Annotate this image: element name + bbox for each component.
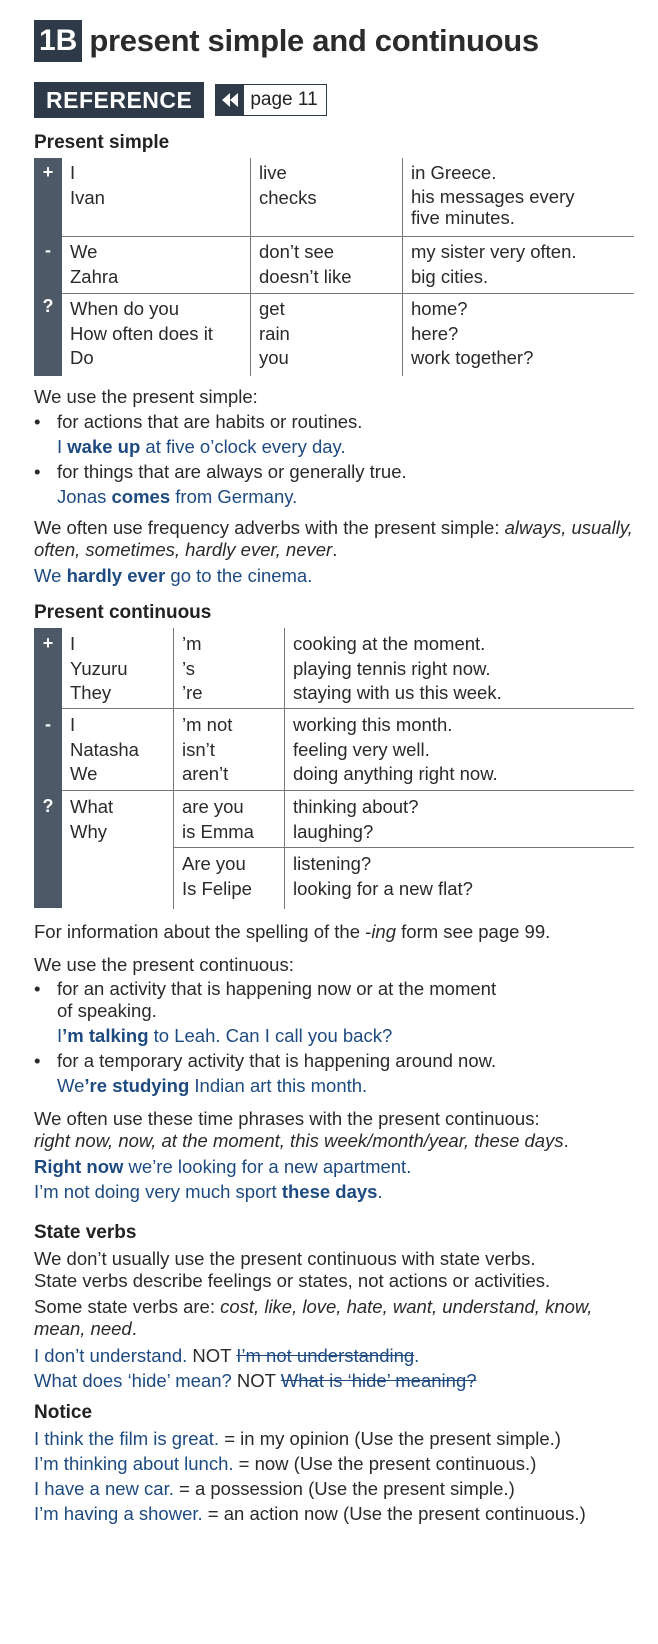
example: Right now we’re looking for a new apartment. xyxy=(34,1156,412,1177)
unit-title: present simple and continuous xyxy=(89,23,539,58)
unit-badge: 1B xyxy=(34,20,82,62)
page-link-label: page 11 xyxy=(250,89,318,110)
rewind-icon xyxy=(216,85,244,115)
question-block: What Why are you is Emma thinking about? laughing? Are you Is Felipe listening? looking for a new flat? xyxy=(62,791,634,909)
table-row: I Ivan live checks in Greece. his messages every five minutes. xyxy=(62,158,634,237)
list-item: • for actions that are habits or routines. xyxy=(34,410,634,434)
present-continuous-notes: For information about the spelling of the -ing form see page 99. We use the present continuous: • for an activity that is happening now or at the moment of speaking. I’m talking to Leah. Can I call you back? • for a temporary activity that is happening around now. We’re studying Indian art this month. We often use these time phrases with the present continuous: right now, now, at the moment, this week/month/year, these days. Right now we’re looking for a new apartment. I’m not doing very much sport these days. xyxy=(34,920,634,1204)
present-simple-table xyxy=(34,158,634,376)
reference-row xyxy=(34,82,634,118)
table-row: Are you Is Felipe listening? looking for a new flat? xyxy=(174,848,634,909)
sign-question: ? xyxy=(42,796,54,816)
example: What does ‘hide’ mean? NOT What is ‘hide’ meaning? xyxy=(34,1370,477,1391)
notice-item: I think the film is great. = in my opinion (Use the present simple.) xyxy=(34,1428,561,1449)
unit-header xyxy=(34,18,634,64)
table-sign-column xyxy=(34,158,62,376)
example: I’m not doing very much sport these days. xyxy=(34,1181,383,1202)
example: I don’t understand. NOT I’m not understanding. xyxy=(34,1345,420,1366)
present-simple-heading: Present simple xyxy=(34,132,170,153)
example: I wake up at five o’clock every day. xyxy=(57,436,346,457)
table-sign-column xyxy=(34,628,62,908)
list-item: • for a temporary activity that is happening around now. xyxy=(34,1049,634,1073)
sign-question: ? xyxy=(42,296,54,316)
list-item: • for things that are always or generally true. xyxy=(34,460,634,484)
present-simple-uses: We use the present simple: • for actions that are habits or routines. I wake up at five o’clock every day. • for things that are always or generally true. Jonas comes from Germany. We often use frequency adverbs with the present simple: always, usually, often, sometimes, hardly ever, never. We hardly ever go to the cinema. xyxy=(34,385,634,588)
sign-plus: + xyxy=(42,162,54,182)
list-item: • for an activity that is happening now or at the moment of speaking. xyxy=(34,978,634,1022)
state-verbs-section: We don’t usually use the present continuous with state verbs. State verbs describe feelings or states, not actions or activities. Some state verbs are: cost, like, love, hate, want, understand, know, mean, need. I don’t understand. NOT I’m not understanding. What does ‘hide’ mean? NOT What is ‘hide’ meaning? xyxy=(34,1248,634,1393)
example: I’m talking to Leah. Can I call you back? xyxy=(57,1025,393,1046)
page-link[interactable] xyxy=(215,84,326,116)
example: We hardly ever go to the cinema. xyxy=(34,565,313,586)
reference-badge: REFERENCE xyxy=(34,82,204,118)
notice-item: I have a new car. = a possession (Use the present simple.) xyxy=(34,1478,515,1499)
spelling-note: For information about the spelling of the -ing form see page 99. xyxy=(34,921,551,942)
example: We’re studying Indian art this month. xyxy=(57,1075,368,1096)
table-row: are you is Emma thinking about? laughing? xyxy=(174,791,634,848)
notice-item: I’m thinking about lunch. = now (Use the present continuous.) xyxy=(34,1453,537,1474)
present-continuous-table xyxy=(34,628,634,908)
sign-minus: - xyxy=(45,714,51,734)
table-row: I Yuzuru They ’m ’s ’re cooking at the moment. playing tennis right now. staying with us this week. xyxy=(62,628,634,709)
frequency-text: We often use frequency adverbs with the present simple: always, usually, often, sometimes, hardly ever, never. xyxy=(34,517,633,560)
notice-heading: Notice xyxy=(34,1402,93,1423)
notice-item: I’m having a shower. = an action now (Use the present continuous.) xyxy=(34,1503,586,1524)
table-row: We Zahra don’t see doesn’t like my sister very often. big cities. xyxy=(62,237,634,294)
table-row: I Natasha We ’m not isn’t aren’t working this month. feeling very well. doing anything right now. xyxy=(62,709,634,791)
present-continuous-heading: Present continuous xyxy=(34,602,212,623)
table-row: When do you How often does it Do get rain you home? here? work together? xyxy=(62,294,634,376)
state-verbs-list: Some state verbs are: cost, like, love, hate, want, understand, know, mean, need. xyxy=(34,1296,593,1339)
sign-plus: + xyxy=(42,633,54,653)
time-phrases-text: We often use these time phrases with the present continuous: right now, now, at the moment, this week/month/year, these days. xyxy=(34,1108,569,1151)
notice-section xyxy=(34,1427,634,1526)
example: Jonas comes from Germany. xyxy=(57,486,298,507)
sign-minus: - xyxy=(45,240,51,260)
state-verbs-heading: State verbs xyxy=(34,1222,137,1243)
